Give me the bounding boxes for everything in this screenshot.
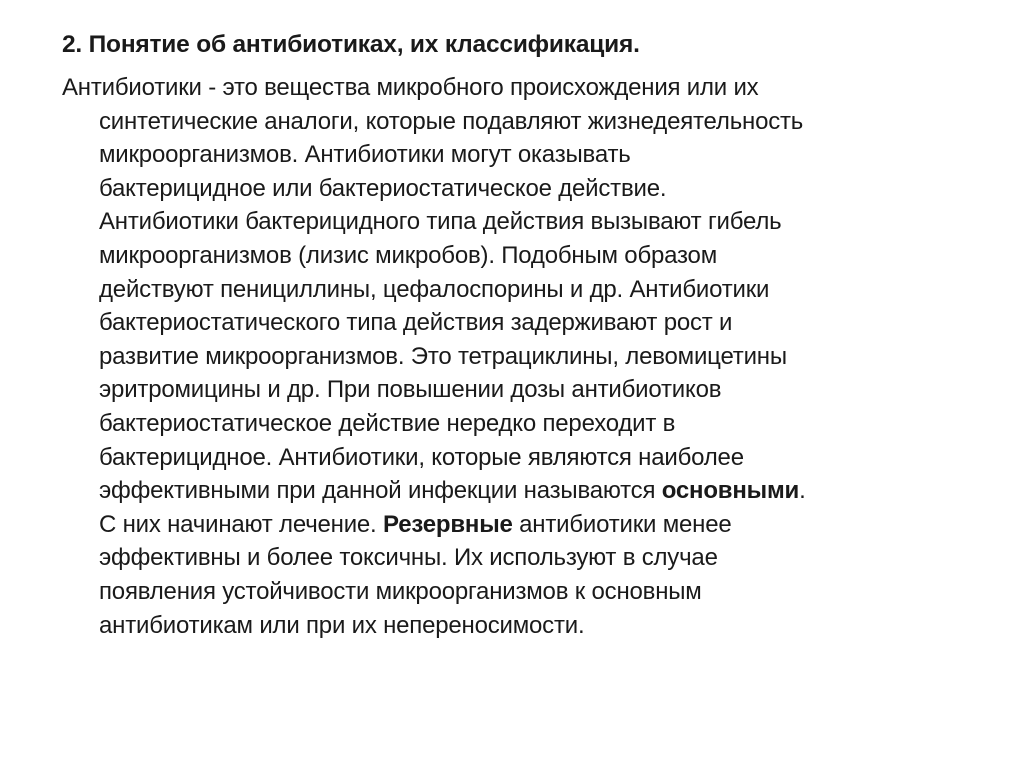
body-line-text: антибиотики менее bbox=[512, 510, 732, 538]
body-line bbox=[62, 474, 962, 508]
slide-heading: 2. Понятие об антибиотиках, их классификация. bbox=[62, 31, 640, 58]
body-line: синтетические аналоги, которые подавляют жизнедеятельность bbox=[99, 107, 804, 135]
body-line: микроорганизмов (лизис микробов). Подобным образом bbox=[99, 241, 717, 269]
body-line: бактерицидное или бактериостатическое действие. bbox=[99, 174, 667, 202]
body-line: появления устойчивости микроорганизмов к основным bbox=[99, 577, 702, 605]
body-line-text: эффективными при данной инфекции называются bbox=[99, 477, 662, 505]
body-line: эффективны и более токсичны. Их используют в случае bbox=[99, 544, 718, 572]
body-line bbox=[62, 508, 962, 542]
body-line-text: С них начинают лечение. bbox=[99, 510, 383, 538]
term-reserve-antibiotics: Резервные bbox=[383, 510, 513, 538]
body-line: микроорганизмов. Антибиотики могут оказывать bbox=[99, 141, 631, 169]
body-line: действуют пенициллины, цефалоспорины и др. Антибиотики bbox=[99, 275, 770, 303]
term-main-antibiotics: основными bbox=[661, 477, 800, 505]
body-line-text: . bbox=[799, 477, 806, 505]
body-line: антибиотикам или при их непереносимости. bbox=[99, 611, 585, 639]
slide-body-text bbox=[62, 71, 962, 642]
body-line: Антибиотики бактерицидного типа действия вызывают гибель bbox=[99, 208, 782, 236]
body-line: развитие микроорганизмов. Это тетрациклины, левомицетины bbox=[99, 342, 787, 370]
body-line: бактерицидное. Антибиотики, которые являются наиболее bbox=[99, 443, 744, 471]
body-line: эритромицины и др. При повышении дозы антибиотиков bbox=[99, 376, 722, 404]
body-line: Антибиотики - это вещества микробного происхождения или их bbox=[62, 74, 759, 101]
body-line: бактериостатического типа действия задерживают рост и bbox=[99, 309, 733, 337]
body-line: бактериостатическое действие нередко переходит в bbox=[99, 409, 676, 437]
